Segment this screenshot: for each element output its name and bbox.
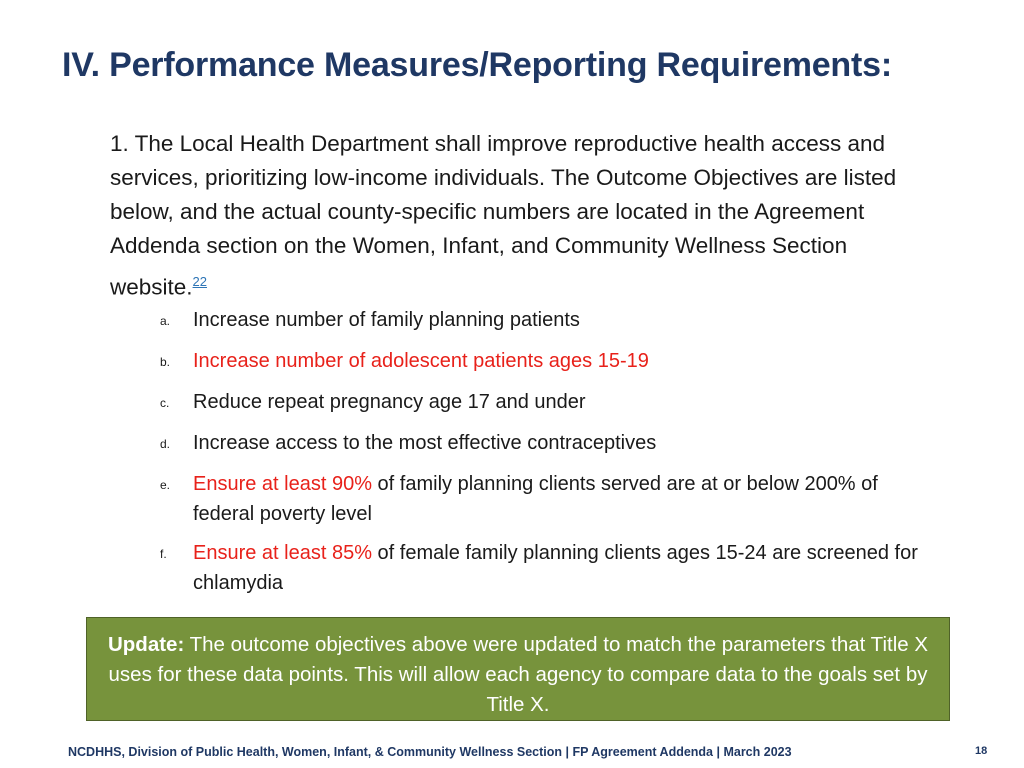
update-text: The outcome objectives above were updated to match the parameters that Title X uses for these data points. This will allow each agency to compare data to the goals set by Title X. [108, 633, 929, 716]
item-highlight: Ensure at least 90% [193, 473, 372, 495]
item-text [193, 305, 920, 335]
update-label: Update: [107, 633, 185, 656]
list-item [160, 428, 920, 460]
item-letter: b. [160, 355, 171, 369]
update-callout [86, 617, 950, 721]
list-item [160, 305, 920, 337]
footnote-link[interactable]: 22 [192, 274, 208, 289]
page-number: 18 [975, 745, 988, 757]
item-text [193, 387, 920, 417]
item-text [193, 538, 920, 598]
item-letter: f. [160, 547, 167, 561]
item-letter: e. [160, 478, 171, 492]
item-letter: c. [160, 396, 170, 410]
item-body: Increase access to the most effective contraceptives [193, 432, 657, 454]
item-body: Increase number of family planning patients [193, 309, 580, 331]
item-text [193, 346, 920, 376]
item-letter: d. [160, 437, 171, 451]
intro-text: 1. The Local Health Department shall improve reproductive health access and services, prioritizing low-income individuals. The Outcome Objectives are listed below, and the actual county-specific numbers are located in the Agreement Addenda section on the Women, Infant, and Community Wellness Section website. [110, 131, 897, 300]
list-item [160, 469, 920, 529]
footnote-ref [193, 269, 207, 290]
item-body: Reduce repeat pregnancy age 17 and under [193, 391, 586, 413]
list-item [160, 346, 920, 378]
item-body: of family planning clients served are at or below 200% of federal poverty level [193, 473, 878, 525]
objectives-list [160, 305, 920, 607]
footer-text: NCDHHS, Division of Public Health, Women, Infant, & Community Wellness Section | FP Agreement Addenda | March 2023 [68, 745, 792, 759]
list-item [160, 387, 920, 419]
intro-paragraph [110, 127, 950, 305]
page-title: IV. Performance Measures/Reporting Requirements: [62, 46, 892, 84]
item-text [193, 469, 920, 529]
item-body: of female family planning clients ages 15-24 are screened for chlamydia [193, 542, 918, 594]
item-text [193, 428, 920, 458]
item-highlight: Ensure at least 85% [193, 542, 372, 564]
item-highlight: Increase number of adolescent patients ages 15-19 [193, 350, 649, 372]
item-letter: a. [160, 314, 171, 328]
list-item [160, 538, 920, 598]
